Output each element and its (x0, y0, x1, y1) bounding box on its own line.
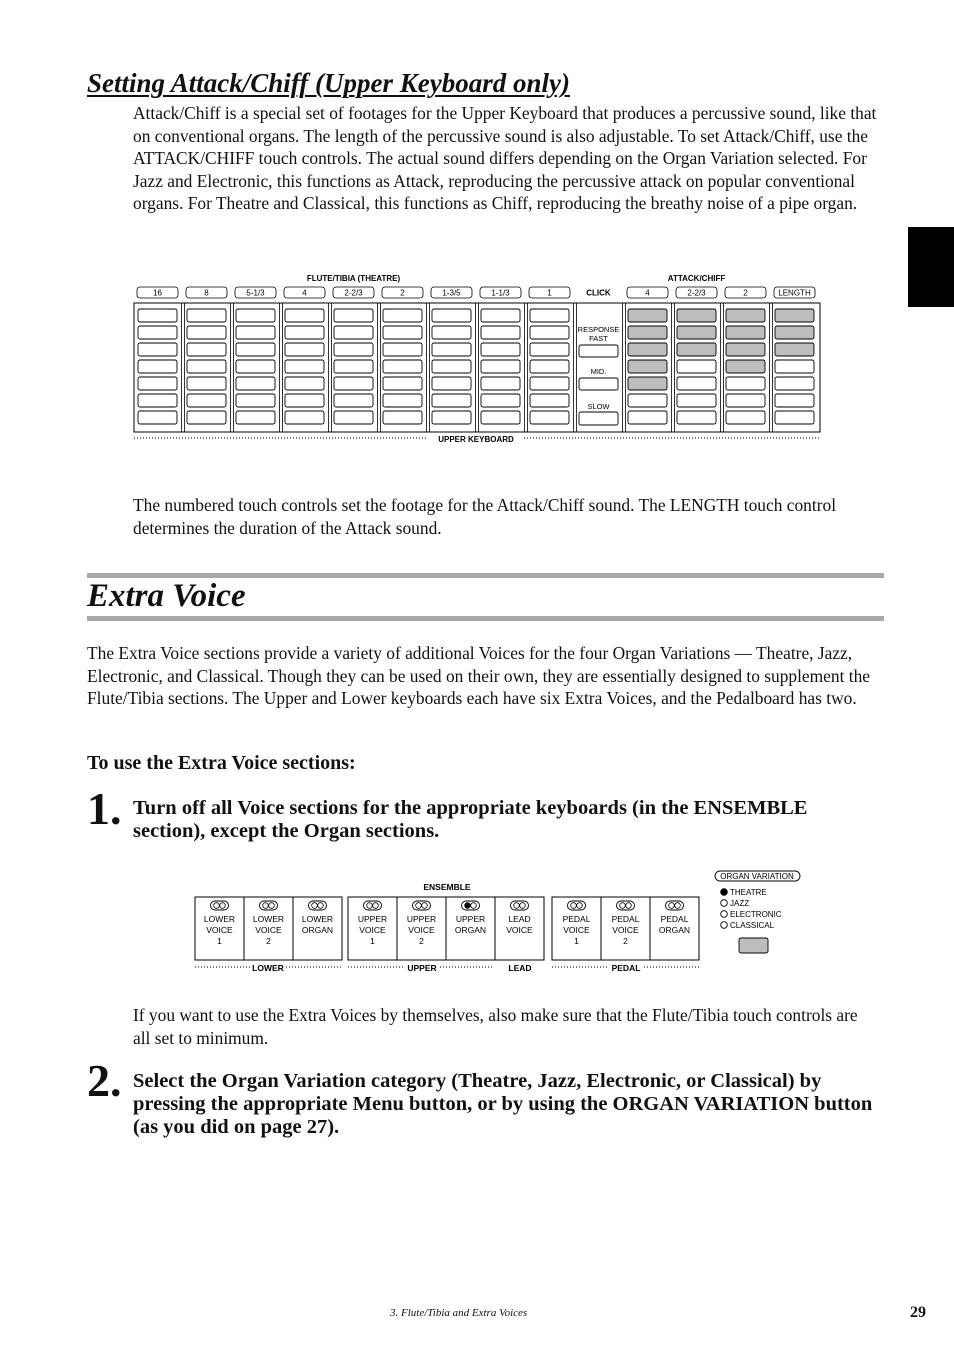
attack-footage-label: 4 (645, 288, 650, 298)
upper-keyboard-label: UPPER KEYBOARD (438, 435, 514, 444)
flute-level-button (481, 343, 520, 356)
attack-level-button (726, 394, 765, 407)
indicator-dot (416, 903, 422, 909)
voice-button-label: VOICE (206, 925, 233, 935)
variation-indicator (721, 900, 728, 907)
footage-label: 2 (400, 288, 405, 298)
flute-level-button (481, 360, 520, 373)
attack-level-button-lit (628, 309, 667, 322)
voice-button-label: LOWER (203, 914, 236, 924)
flute-level-button (383, 343, 422, 356)
indicator-dot (263, 903, 269, 909)
indicator-dot (520, 903, 526, 909)
attack-level-button-lit (628, 377, 667, 390)
flute-level-button (236, 377, 275, 390)
flute-level-button (236, 326, 275, 339)
flute-level-button (530, 343, 569, 356)
attack-level-button-lit (726, 343, 765, 356)
indicator-dot (269, 903, 275, 909)
flute-level-button (334, 309, 373, 322)
voice-button-label: UPPER (455, 914, 486, 924)
footage-label: 1 (547, 288, 552, 298)
footage-label: 2-2/3 (344, 288, 363, 298)
indicator-dot (367, 903, 373, 909)
flute-level-button (334, 343, 373, 356)
voice-button-label: VOICE (408, 925, 435, 935)
flute-level-button (285, 377, 324, 390)
flute-level-button (383, 394, 422, 407)
attack-level-button (628, 411, 667, 424)
section-title-extra-voice: Extra Voice (87, 578, 246, 614)
attack-chiff-header: ATTACK/CHIFF (667, 274, 726, 283)
flute-level-button (334, 411, 373, 424)
indicator-dot (626, 903, 632, 909)
variation-label: JAZZ (730, 899, 750, 908)
attack-level-button (775, 360, 814, 373)
click-slow-button (579, 412, 618, 425)
footer-chapter: 3. Flute/Tibia and Extra Voices (390, 1307, 528, 1319)
indicator-dot (471, 903, 477, 909)
voice-button-label: VOICE (359, 925, 386, 935)
flute-level-button (187, 309, 226, 322)
flute-level-button (383, 377, 422, 390)
attack-level-button-lit (628, 343, 667, 356)
step-2-number: 2. (87, 1055, 122, 1106)
voice-button-label: 2 (623, 936, 628, 946)
flute-level-button (138, 360, 177, 373)
attack-footage-label: 2-2/3 (687, 288, 706, 298)
indicator-dot (373, 903, 379, 909)
attack-level-button (775, 411, 814, 424)
section-title-attack-chiff: Setting Attack/Chiff (Upper Keyboard only) (87, 68, 570, 98)
indicator-dot (220, 903, 226, 909)
chapter-tab (908, 227, 954, 307)
lead-group-label: LEAD (508, 963, 532, 973)
click-label: CLICK (586, 288, 611, 298)
flute-level-button (236, 309, 275, 322)
mid-label: MID. (590, 367, 607, 376)
voice-button-label: ORGAN (658, 925, 691, 935)
footage-label: 1-1/3 (491, 288, 510, 298)
flute-level-button (138, 309, 177, 322)
ensemble-label: ENSEMBLE (423, 882, 471, 892)
flute-level-button (187, 377, 226, 390)
attack-level-button-lit (628, 360, 667, 373)
voice-button-label: PEDAL (562, 914, 591, 924)
attack-chiff-intro: Attack/Chiff is a special set of footages for the Upper Keyboard that produces a percussive sound, like that on conventional organs. The length of the percussive sound is also adjustable. To set Attack/Chiff, use the ATTACK/CHIFF touch controls. The actual sound differs depending on the Organ Variation selected. For Jazz and Electronic, this functions as Attack, reproducing the percussive attack on popular conventional organs. For Theatre and Classical, this functions as Chiff, reproducing the breathy noise of a pipe organ. (133, 103, 877, 213)
flute-level-button (334, 360, 373, 373)
footage-label: 8 (204, 288, 209, 298)
click-fast-button (579, 345, 618, 357)
indicator-dot (675, 903, 681, 909)
attack-chiff-note: The numbered touch controls set the footage for the Attack/Chiff sound. The LENGTH touch control determines the duration of the Attack sound. (133, 495, 837, 538)
voice-button-label: ORGAN (301, 925, 334, 935)
flute-level-button (187, 411, 226, 424)
variation-indicator (721, 911, 728, 918)
flute-level-button (285, 394, 324, 407)
flute-level-button (481, 377, 520, 390)
flute-level-button (187, 343, 226, 356)
flute-level-button (236, 360, 275, 373)
attack-level-button (677, 394, 716, 407)
flute-level-button (481, 326, 520, 339)
footage-label: 16 (153, 288, 162, 298)
pedal-group-label: PEDAL (611, 963, 641, 973)
attack-level-button-lit (677, 309, 716, 322)
flute-level-button (285, 360, 324, 373)
flute-tibia-header: FLUTE/TIBIA (THEATRE) (306, 274, 401, 283)
voice-button-label: VOICE (506, 925, 533, 935)
attack-footage-label: 2 (743, 288, 748, 298)
flute-level-button (383, 411, 422, 424)
flute-level-button (285, 326, 324, 339)
voice-button-label: PEDAL (611, 914, 640, 924)
indicator-dot (312, 903, 318, 909)
flute-level-button (138, 411, 177, 424)
flute-level-button (530, 326, 569, 339)
attack-level-button (726, 411, 765, 424)
attack-level-button-lit (677, 326, 716, 339)
flute-level-button (432, 377, 471, 390)
indicator-dot (514, 903, 520, 909)
attack-level-button-lit (775, 326, 814, 339)
attack-level-button (677, 360, 716, 373)
indicator-dot (669, 903, 675, 909)
attack-chiff-panel-diagram (128, 266, 828, 450)
variation-indicator (721, 889, 728, 896)
voice-button-label: 1 (574, 936, 579, 946)
flute-level-button (138, 394, 177, 407)
click-mid-button (579, 378, 618, 390)
section-rule-bottom (87, 616, 884, 621)
attack-level-button (677, 411, 716, 424)
indicator-dot (620, 903, 626, 909)
flute-level-button (432, 309, 471, 322)
ensemble-panel-diagram (190, 866, 810, 980)
voice-button-label: VOICE (255, 925, 282, 935)
page-number: 29 (910, 1304, 926, 1321)
step-1-number: 1. (87, 783, 122, 834)
flute-level-button (383, 309, 422, 322)
voice-button-label: LOWER (301, 914, 334, 924)
response-label: RESPONSE (577, 325, 620, 334)
voice-button-label: 1 (217, 936, 222, 946)
length-label: LENGTH (778, 288, 811, 298)
step-2-text: Select the Organ Variation category (Theatre, Jazz, Electronic, or Classical) by pressing the appropriate Menu button, or by using the ORGAN VARIATION button (as you did on page 27). (133, 1070, 873, 1138)
voice-button-label: UPPER (357, 914, 388, 924)
flute-level-button (187, 394, 226, 407)
flute-level-button (138, 326, 177, 339)
step-1-text: Turn off all Voice sections for the appropriate keyboards (in the ENSEMBLE section), except the Organ sections. (133, 797, 808, 842)
flute-level-button (481, 411, 520, 424)
flute-level-button (383, 326, 422, 339)
flute-level-button (432, 360, 471, 373)
variation-label: THEATRE (730, 888, 767, 897)
indicator-dot (422, 903, 428, 909)
flute-level-button (383, 360, 422, 373)
attack-level-button-lit (775, 343, 814, 356)
attack-level-button (677, 377, 716, 390)
variation-label: CLASSICAL (730, 921, 775, 930)
flute-level-button (481, 394, 520, 407)
attack-level-button-lit (726, 360, 765, 373)
voice-button-label: LOWER (252, 914, 285, 924)
attack-level-button (775, 394, 814, 407)
attack-level-button (726, 377, 765, 390)
attack-level-button-lit (628, 326, 667, 339)
footage-label: 4 (302, 288, 307, 298)
indicator-dot (318, 903, 324, 909)
attack-level-button-lit (726, 309, 765, 322)
attack-level-button (775, 377, 814, 390)
flute-level-button (236, 411, 275, 424)
flute-level-button (236, 394, 275, 407)
flute-level-button (432, 343, 471, 356)
flute-level-button (236, 343, 275, 356)
flute-level-button (530, 377, 569, 390)
attack-level-button-lit (677, 343, 716, 356)
voice-button-label: 2 (266, 936, 271, 946)
footage-label: 1-3/5 (442, 288, 461, 298)
flute-level-button (334, 377, 373, 390)
voice-button-label: VOICE (612, 925, 639, 935)
extra-voice-intro: The Extra Voice sections provide a variety of additional Voices for the four Organ Variations — Theatre, Jazz, Electronic, and Classical. Though they can be used on their own, they are essentially designed to supplement the Flute/Tibia sections. The Upper and Lower keyboards each have six Extra Voices, and the Pedalboard has two. (87, 643, 871, 708)
flute-level-button (530, 394, 569, 407)
voice-button-label: 2 (419, 936, 424, 946)
flute-level-button (334, 326, 373, 339)
fast-label: FAST (589, 334, 608, 343)
flute-level-button (334, 394, 373, 407)
flute-level-button (530, 309, 569, 322)
flute-level-button (187, 360, 226, 373)
organ-variation-label: ORGAN VARIATION (720, 872, 794, 881)
flute-level-button (187, 326, 226, 339)
flute-level-button (285, 343, 324, 356)
variation-indicator (721, 922, 728, 929)
indicator-dot (214, 903, 220, 909)
flute-level-button (138, 343, 177, 356)
flute-level-button (432, 394, 471, 407)
voice-button-label: UPPER (406, 914, 437, 924)
lower-group-label: LOWER (252, 963, 284, 973)
indicator-dot (577, 903, 583, 909)
slow-label: SLOW (587, 402, 610, 411)
flute-level-button (285, 411, 324, 424)
flute-level-button (285, 309, 324, 322)
attack-level-button-lit (775, 309, 814, 322)
variation-label: ELECTRONIC (730, 910, 782, 919)
step-1-note: If you want to use the Extra Voices by themselves, also make sure that the Flute/Tibia touch controls are all set to minimum. (133, 1005, 858, 1048)
voice-button-label: PEDAL (660, 914, 689, 924)
flute-level-button (530, 360, 569, 373)
attack-level-button-lit (726, 326, 765, 339)
flute-level-button (432, 411, 471, 424)
upper-group-label: UPPER (407, 963, 437, 973)
flute-level-button (530, 411, 569, 424)
footage-label: 5-1/3 (246, 288, 265, 298)
subheading-to-use: To use the Extra Voice sections: (87, 752, 356, 774)
flute-level-button (481, 309, 520, 322)
voice-button-label: ORGAN (454, 925, 487, 935)
organ-variation-button (739, 938, 768, 953)
voice-button-label: 1 (370, 936, 375, 946)
indicator-dot (571, 903, 577, 909)
voice-button-label: VOICE (563, 925, 590, 935)
flute-level-button (138, 377, 177, 390)
flute-level-button (432, 326, 471, 339)
indicator-dot (465, 903, 471, 909)
attack-level-button (628, 394, 667, 407)
voice-button-label: LEAD (508, 914, 531, 924)
